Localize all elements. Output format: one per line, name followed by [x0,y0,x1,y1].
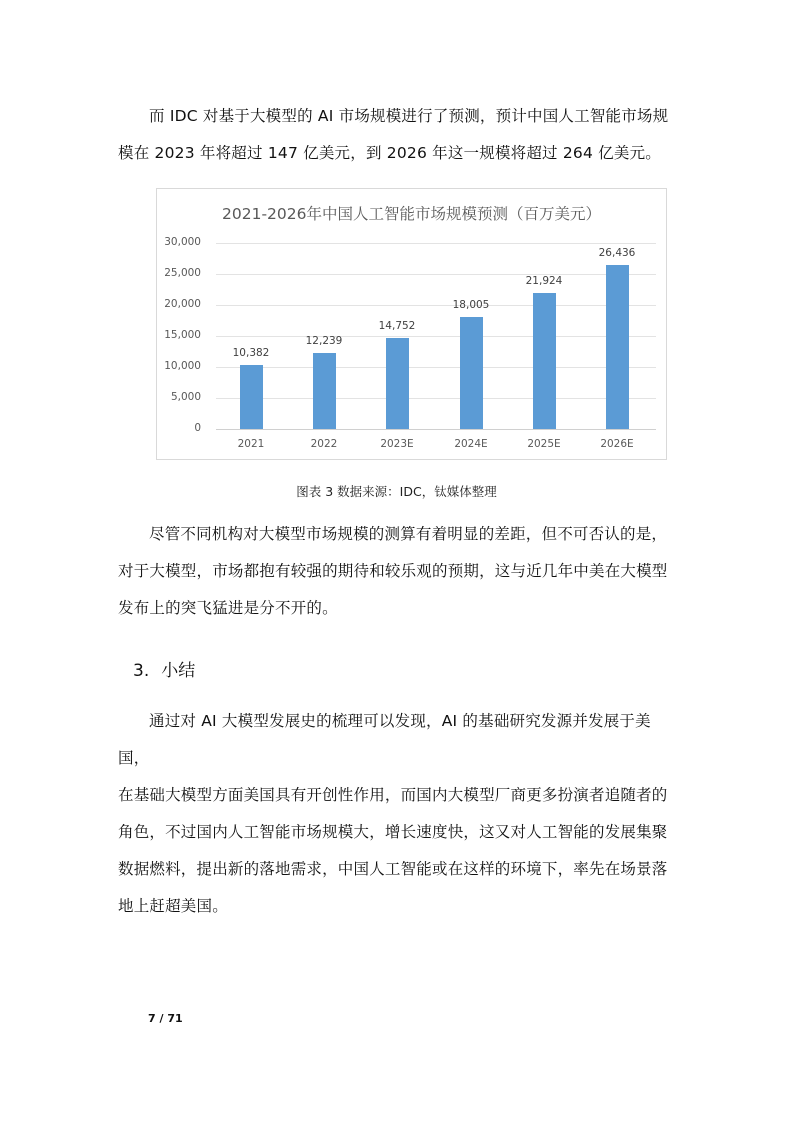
x-axis-line [216,429,656,430]
summary-line-3: 角色，不过国内人工智能市场规模大，增长速度快，这又对人工智能的发展集聚 [118,823,668,841]
page-number: 7 / 71 [148,1012,183,1025]
bar-value-label: 18,005 [452,299,490,312]
y-tick: 25,000 [164,267,201,279]
summary-line-5: 地上赶超美国。 [118,897,228,915]
figure-caption: 图表 3 数据来源：IDC，钛媒体整理 [296,484,497,499]
x-tick: 2023E [380,438,414,450]
gridline [216,336,656,337]
gridline [216,398,656,399]
x-tick: 2022 [310,438,338,450]
market-size-chart [156,188,667,460]
intro-paragraph [118,98,678,172]
summary-line-2: 在基础大模型方面美国具有开创性作用，而国内大模型厂商更多扮演者追随者的 [118,786,668,804]
chart-title: 2021-2026年中国人工智能市场规模预测（百万美元） [222,205,601,223]
bar [386,338,409,429]
y-tick: 0 [194,422,201,434]
y-tick: 10,000 [164,360,201,372]
gridline [216,243,656,244]
section-heading [133,656,195,681]
y-tick: 20,000 [164,298,201,310]
y-tick: 5,000 [170,391,201,403]
discussion-line-3: 发布上的突飞猛进是分不开的。 [118,599,338,617]
summary-line-4: 数据燃料，提出新的落地需求，中国人工智能或在这样的环境下，率先在场景落 [118,860,668,878]
section-number: 3. [133,661,150,681]
bar [533,293,556,429]
section-title: 小结 [161,661,196,681]
bar-value-label: 21,924 [525,275,563,288]
bar-value-label: 10,382 [232,346,270,359]
bar [460,317,483,429]
summary-line-1: 通过对 AI 大模型发展史的梳理可以发现，AI 的基础研究发源并发展于美国， [118,712,651,767]
intro-line-2: 模在 2023 年将超过 147 亿美元，到 2026 年这一规模将超过 264 亿美元。 [118,144,661,162]
discussion-line-1: 尽管不同机构对大模型市场规模的测算有着明显的差距，但不可否认的是， [149,525,668,543]
x-tick: 2026E [600,438,634,450]
summary-paragraph [118,703,678,925]
gridline [216,305,656,306]
discussion-paragraph [118,516,678,627]
gridline [216,274,656,275]
y-tick: 15,000 [164,329,201,341]
x-tick: 2021 [237,438,265,450]
x-tick: 2025E [527,438,561,450]
bar-value-label: 26,436 [598,247,636,260]
gridline [216,367,656,368]
bar [313,353,336,429]
discussion-line-2: 对于大模型，市场都抱有较强的期待和较乐观的预期，这与近几年中美在大模型 [118,562,668,580]
y-tick: 30,000 [164,236,201,248]
bar-value-label: 14,752 [378,319,416,332]
x-tick: 2024E [454,438,488,450]
intro-line-1: 而 IDC 对基于大模型的 AI 市场规模进行了预测，预计中国人工智能市场规 [149,107,669,125]
bar [606,265,629,429]
bar-value-label: 12,239 [305,335,343,348]
bar [240,365,263,429]
